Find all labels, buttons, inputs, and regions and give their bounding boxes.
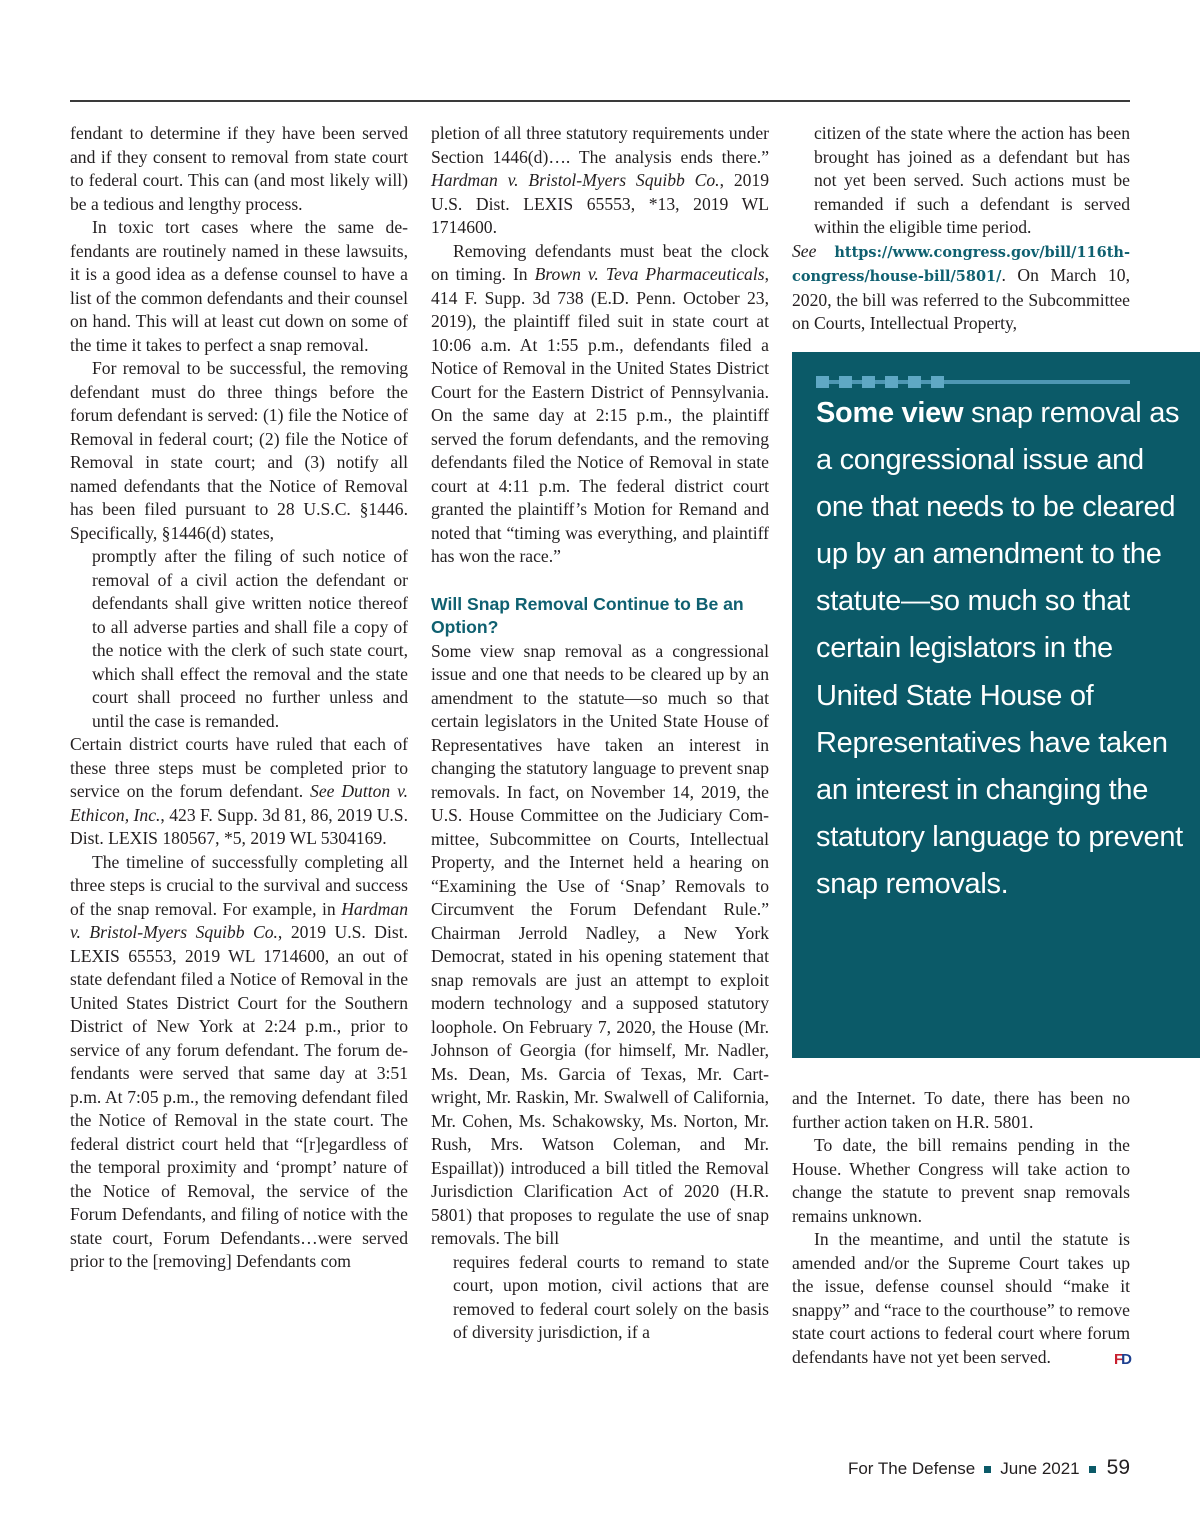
paragraph (431, 240, 769, 569)
section-heading: Will Snap Removal Continue to Be an Option? (431, 593, 744, 637)
text: , 414 F. Supp. 3d 738 (E.D. Penn. October 23, 2019), the plaintiff filed suit in state court at 10:06 a.m. At 1:55 p.m., defendants filed a Notice of Removal in the United States District Court for the Eastern District of Pennsylvania. On the same day at 2:15 p.m., the plaintiff served the forum defendants, and the removing defendants filed the Notice of Removal in state court at 4:11 p.m. The federal district court granted the plaintiff’s Motion for Remand and noted that “timing was everything, and plaintiff has won the race.” (431, 264, 769, 566)
text: . On March 10, 2020, the bill was referred to the Subcommittee on Courts, Intellectual Property, (792, 265, 1130, 333)
block-quote: requires federal courts to remand to state court, upon motion, civil actions that are removed to federal court solely on the basis of diversity jurisdiction, if a (453, 1251, 769, 1342)
text: In the meantime, and until the statute is amended and/or the Supreme Court takes up the issue, defense counsel should “make it snappy” and “race to the courthouse” to remove state court actions to federal court where forum defendants have not yet been served. (792, 1229, 1130, 1367)
end-of-article-logo: FD (1113, 1350, 1130, 1368)
pull-quote-lead: Some view (816, 397, 964, 429)
text: The timeline of successfully completing all three steps is crucial to the survival and success of the snap removal. For example, in (70, 851, 408, 919)
separator-square (984, 1466, 991, 1473)
decoration-square (885, 376, 898, 388)
case-citation: Brown v. Teva Pharmaceuticals (534, 264, 765, 284)
congress-bill-link[interactable]: https://www.congress.gov/bill/116th-congress/house-bill/5801/ (792, 243, 1130, 285)
case-citation: See Dutton v. Ethicon, Inc. (70, 781, 408, 825)
paragraph: In toxic tort cases where the same defendants are routinely named in these lawsuits, it is a good idea as a defense counsel to have a list of the common defendants and their counsel on hand. This will at least cut down on some of the time it takes to perfect a snap removal. (70, 217, 408, 355)
case-citation: Hardman v. Bristol-Myers Squibb Co. (431, 170, 720, 190)
separator-square (1089, 1466, 1096, 1473)
paragraph: Some view snap removal as a congressional issue and one that needs to be cleared up by an amendment to the statute—so much so that certain legislators in the United State House of Representatives have taken an interest in changing the statutory language to prevent snap removals. In fact, on November 14, 2019, the U.S. House Committee on the Judiciary Committee, Subcommittee on Courts, Intellectual Property, and the Internet held a hearing on “Examining the Use of ‘Snap’ Removals to Circumvent the Forum Defendant Rule.” Chairman Jerrold Nadley, a New York Democrat, stated in his opening statement that snap removals are just an attempt to exploit modern technology and a supposed statutory loophole. On February 7, 2020, the House (Mr. Johnson of Georgia (for himself, Mr. Nadler, Ms. Dean, Ms. Garcia of Texas, Mr. Cartwright, Mr. Raskin, Mr. Swalwell of California, Mr. Cohen, Ms. Schakowsky, Ms. Norton, Mr. Rush, Mrs. Watson Coleman, and Mr. Espaillat)) introduced a bill titled the Removal Jurisdiction Clarification Act of 2020 (H.R. 5801) that proposes to regulate the use of snap removals. The bill (431, 640, 769, 1248)
publication-name: For The Defense (847, 1459, 976, 1478)
text: Removing defendants must beat the clock on timing. In (431, 240, 769, 284)
column-1 (70, 122, 408, 1274)
top-rule (70, 100, 1130, 102)
decoration-square (816, 376, 829, 388)
pull-quote-decoration (816, 376, 1130, 388)
paragraph: fendant to determine if they have been served and if they consent to removal from state court to federal court. This can (and most likely will) be a tedious and lengthy process. (70, 123, 408, 214)
page-number: 59 (1106, 1456, 1130, 1479)
paragraph (70, 733, 408, 851)
column-2 (431, 122, 769, 1345)
pull-quote-text (816, 390, 1186, 908)
paragraph (70, 851, 408, 1274)
see-signal: See (792, 240, 817, 261)
paragraph: and the Internet. To date, there has been no further action taken on H.R. 5801. (792, 1088, 1130, 1132)
text: , 423 F. Supp. 3d 81, 86, 2019 U.S. Dist. LEXIS 180567, *5, 2019 WL 5304169. (70, 804, 408, 848)
text: , 2019 U.S. Dist. LEXIS 65553, 2019 WL 1714600, an out of state defendant filed a Notice of Removal in the United States District Court for the Southern District of New York at 2:24 p.m., prior to service of any forum defendant. The forum defendants were served that same day at 3:51 p.m. At 7:05 p.m., the removing defendant filed the Notice of Removal in the state court. The federal district court held that “[r]egardless of the temporal proximity and ‘prompt’ nature of the Notice of Removal, the service of the Forum Defendants, and filing of notice with the state court, Forum Defendants…were served prior to the [removing] Defendants com (70, 922, 408, 1271)
pull-quote-body: snap removal as a congressional issue and one that needs to be cleared up by an amendment to the statute—so much so that certain legislators in the United State House of Representatives have taken an interest in changing the statutory language to prevent snap removals. (816, 397, 1183, 900)
paragraph (431, 122, 769, 240)
paragraph (792, 1228, 1130, 1369)
pull-quote-box (792, 352, 1200, 1058)
decoration-square (931, 376, 944, 388)
block-quote: promptly after the filing of such notice of removal of a civil action the defendant or defendants shall give written notice thereof to all adverse parties and shall file a copy of the notice with the clerk of such state court, which shall effect the removal and the state court shall proceed no further unless and until the case is remanded. (92, 546, 408, 731)
paragraph: To date, the bill remains pending in the House. Whether Congress will take action to change the statute to prevent snap removals remains unknown. (792, 1135, 1130, 1226)
page-footer (848, 1456, 1130, 1480)
column-3-top (792, 122, 1130, 336)
decoration-square (908, 376, 921, 388)
column-3-bottom (792, 1087, 1130, 1371)
text: Certain district courts have ruled that each of these three steps must be completed prior to service on the forum defendant. (70, 734, 408, 801)
text: , 2019 U.S. Dist. LEXIS 65553, *13, 2019 WL 1714600. (431, 170, 769, 237)
paragraph (792, 240, 1130, 336)
block-quote-continued: citizen of the state where the action has been brought has joined as a defendant but has not yet been served. Such actions must be remanded if such a defendant is served within the eligible time period. (814, 123, 1130, 237)
issue-date: June 2021 (1000, 1459, 1080, 1478)
paragraph: For removal to be successful, the removing defendant must do three things before the forum defendant is served: (1) file the Notice of Removal in federal court; (2) file the Notice of Removal in state court; and (3) notify all named defendants that the Notice of Removal has been filed pursuant to 28 U.S.C. §1446. Specifically, §1446(d) states, (70, 358, 408, 543)
text: pletion of all three statutory requirements under Section 1446(d)…. The analysis ends there.” (431, 123, 769, 167)
decoration-square (862, 376, 875, 388)
decoration-square (839, 376, 852, 388)
case-citation: Hardman v. Bristol-Myers Squibb Co. (70, 898, 408, 942)
